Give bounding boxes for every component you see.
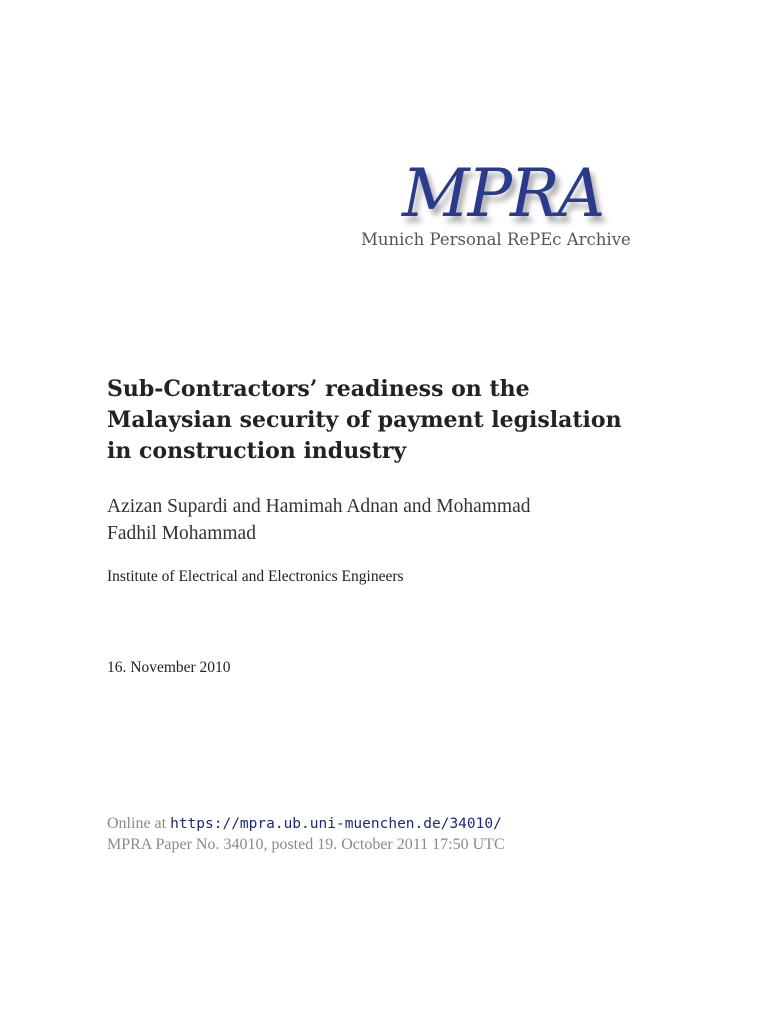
title-line: Sub-Contractors’ readiness on the: [107, 376, 530, 402]
title-line: Malaysian security of payment legislation: [107, 407, 622, 433]
paper-institution: Institute of Electrical and Electronics Engineers: [107, 568, 404, 585]
online-availability: [107, 815, 502, 833]
mpra-logo-graphic: [396, 150, 658, 232]
mpra-logo-text: MPRA: [402, 155, 604, 232]
author-line: Fadhil Mohammad: [107, 523, 256, 544]
paper-url-link[interactable]: https://mpra.ub.uni-muenchen.de/34010/: [170, 816, 502, 832]
title-line: in construction industry: [107, 438, 407, 464]
author-line: Azizan Supardi and Hamimah Adnan and Mohammad: [107, 496, 531, 517]
archive-subtitle: Munich Personal RePEc Archive: [361, 230, 631, 249]
online-prefix: Online at: [107, 815, 167, 832]
paper-info: MPRA Paper No. 34010, posted 19. October 2011 17:50 UTC: [107, 836, 505, 853]
paper-authors: [107, 493, 667, 547]
paper-title: [107, 374, 707, 467]
paper-date: 16. November 2010: [107, 659, 231, 676]
mpra-logo: [396, 150, 658, 232]
